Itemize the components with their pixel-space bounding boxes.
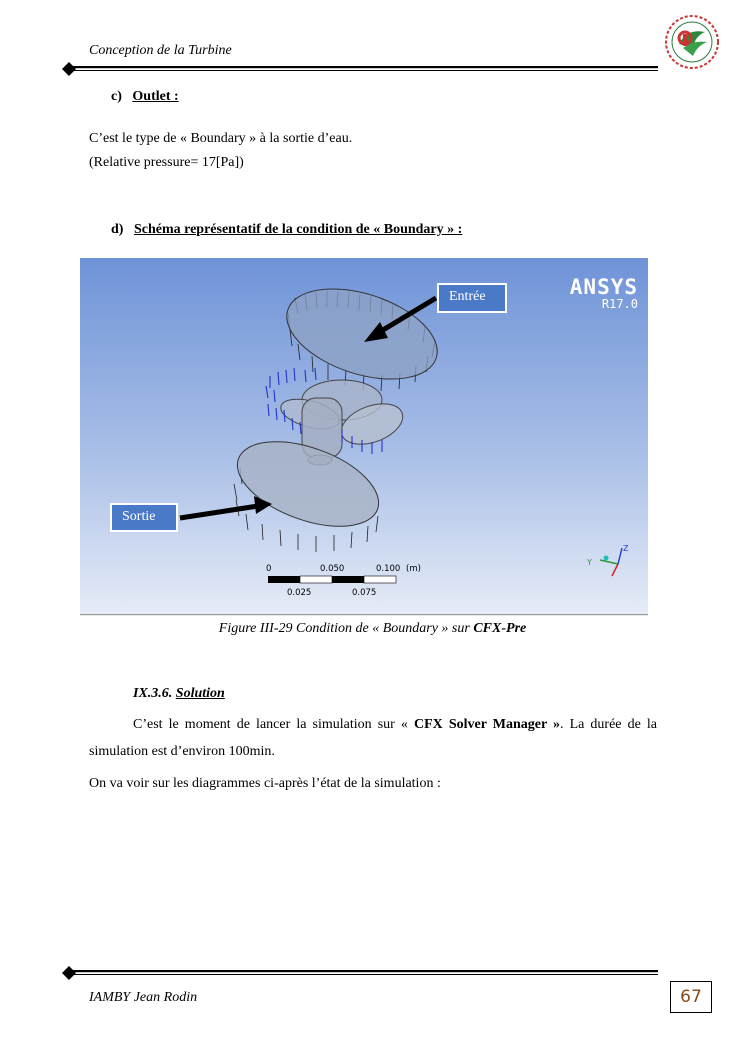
scale-unit: (m) xyxy=(406,564,421,574)
scale-tick-0: 0 xyxy=(266,564,272,574)
figure-caption-software: CFX-Pre xyxy=(473,621,527,636)
scale-tick-0075: 0.075 xyxy=(352,588,377,598)
scale-tick-0100: 0.100 xyxy=(376,564,401,574)
outlet-marker: c) xyxy=(111,89,122,104)
solution-title: Solution xyxy=(175,686,225,701)
ansys-brand: ANSYS xyxy=(569,275,638,299)
running-header-title: Conception de la Turbine xyxy=(89,43,232,58)
cfx-viewport xyxy=(80,258,648,615)
schema-title: Schéma représentatif de la condition de « Boundary » : xyxy=(133,222,463,237)
schema-heading xyxy=(111,222,462,238)
footer-rule xyxy=(62,966,658,980)
figure-caption-text: Figure III-29 Condition de « Boundary » sur xyxy=(218,621,474,636)
outlet-pressure: (Relative pressure= 17[Pa]) xyxy=(89,155,244,170)
triad-z-label: Z xyxy=(623,544,629,553)
scale-tick-0050: 0.050 xyxy=(320,564,345,574)
solution-heading xyxy=(133,686,225,702)
university-logo xyxy=(663,14,721,70)
triad-y-label: Y xyxy=(587,558,592,567)
figure-bottom-rule xyxy=(80,614,648,616)
solution-number: IX.3.6. xyxy=(133,686,173,701)
solution-text-b: . La durée de la simulation est d’environ 100min. xyxy=(89,717,657,759)
inlet-label: Entrée xyxy=(437,283,507,313)
outlet-heading xyxy=(111,89,179,105)
boundary-figure xyxy=(80,258,648,615)
solver-manager-name: CFX Solver Manager » xyxy=(413,717,560,732)
ansys-version: R17.0 xyxy=(601,297,638,311)
outlet-label: Sortie xyxy=(110,503,178,532)
solution-text-a: C’est le moment de lancer la simulation sur « xyxy=(133,717,414,732)
diagram-intro: On va voir sur les diagrammes ci-après l’état de la simulation : xyxy=(89,776,441,791)
solution-paragraph xyxy=(89,711,657,765)
outlet-title: Outlet : xyxy=(132,89,179,104)
scale-tick-0025: 0.025 xyxy=(287,588,312,598)
page-number: 67 xyxy=(670,981,712,1013)
ansys-watermark xyxy=(570,276,638,310)
header-rule xyxy=(62,62,658,76)
footer-author: IAMBY Jean Rodin xyxy=(89,990,198,1005)
schema-marker: d) xyxy=(111,222,124,237)
figure-caption xyxy=(0,621,745,637)
outlet-description: C’est le type de « Boundary » à la sortie d’eau. xyxy=(89,131,353,146)
